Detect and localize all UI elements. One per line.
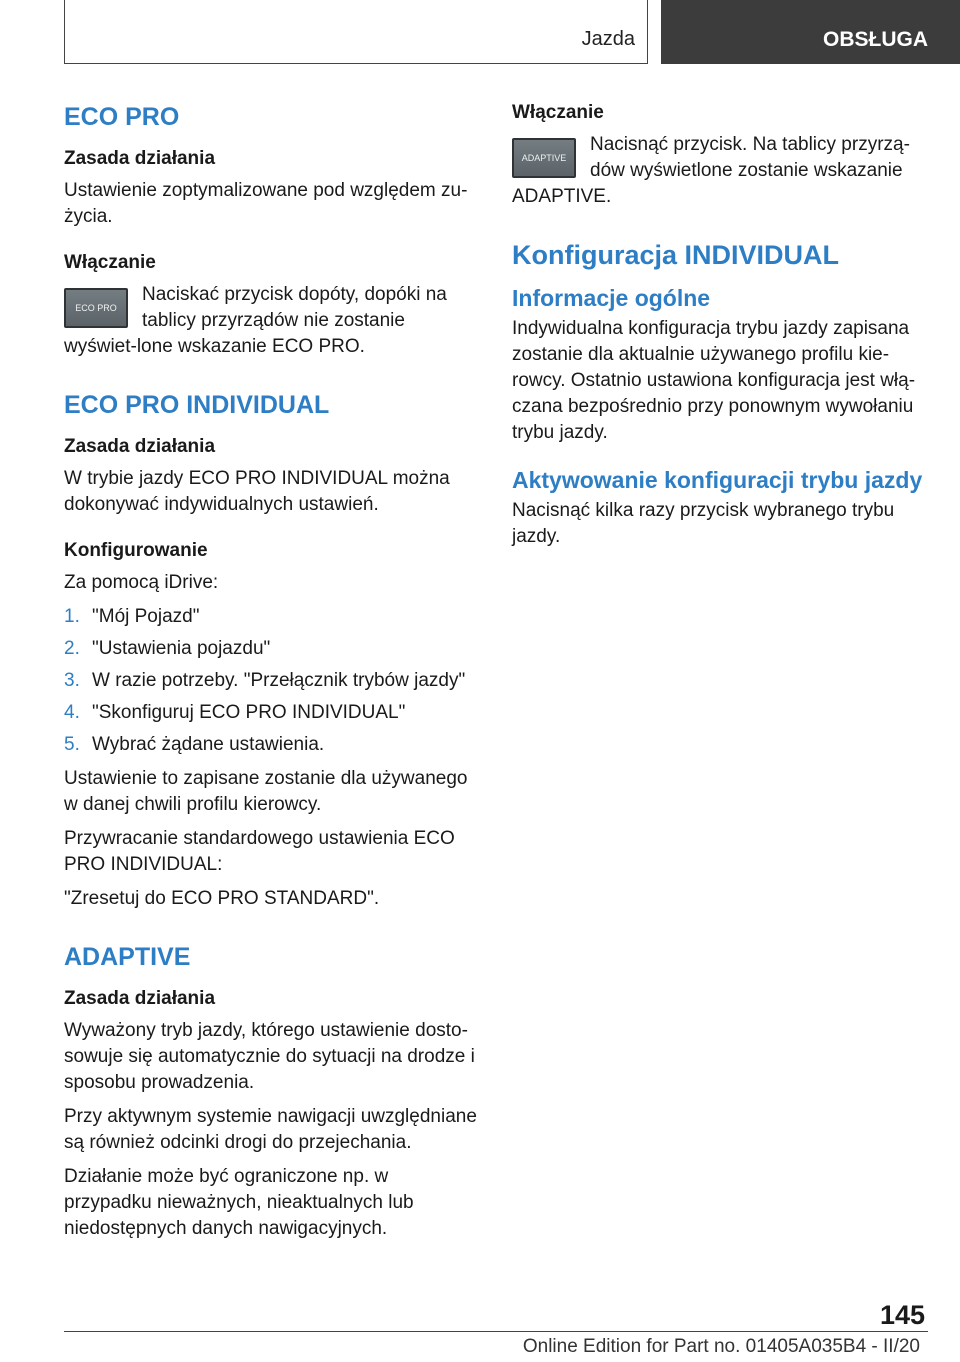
header-chapter-tab: OBSŁUGA [661, 0, 960, 64]
footer-divider [64, 1331, 928, 1332]
right-column [512, 100, 928, 558]
activate-config-heading: Aktywowanie konfiguracji trybu jazdy [512, 467, 923, 493]
adaptive-paragraph-1: Wyważony tryb jazdy, którego ustawienie dosto-sowuje się automatycznie do sytuacji na drodze i sposobu prowadzenia. [64, 1020, 475, 1093]
adaptive-paragraph-3: Działanie może być ograniczone np. w przypadku nieważnych, nieaktualnych lub niedostępnych danych nawigacyjnych. [64, 1166, 414, 1239]
config-intro: Za pomocą iDrive: [64, 572, 219, 593]
left-column [64, 100, 480, 1250]
eco-pro-principle-text: Ustawienie zoptymalizowane pod względem zu-życia. [64, 180, 468, 227]
header-section-title: Jazda [581, 28, 635, 50]
footer-edition-text: Online Edition for Part no. 01405A035B4 - II/20 [522, 1336, 920, 1357]
eco-pro-principle-heading: Zasada działania [64, 148, 216, 169]
adaptive-title: ADAPTIVE [64, 943, 191, 971]
config-steps-list [64, 604, 480, 758]
general-info-text: Indywidualna konfiguracja trybu jazdy zapisana zostanie dla aktualnie używanego profilu kie-rowcy. Ostatnio ustawiona konfiguracja jest włą-czana bezpośrednio przy ponownym wywołaniu trybu jazdy. [512, 318, 916, 443]
adaptive-button-icon: ADAPTIVE [512, 138, 576, 178]
list-item: 1. "Mój Pojazd" [64, 606, 200, 627]
eco-pro-switch-block [64, 282, 480, 360]
page-number: 145 [880, 1300, 926, 1330]
list-item: 3. W razie potrzeby. "Przełącznik trybów jazdy" [64, 670, 466, 691]
adaptive-paragraph-2: Przy aktywnym systemie nawigacji uwzględniane są również odcinki drogi do przejechania. [64, 1106, 477, 1153]
adaptive-principle-heading: Zasada działania [64, 988, 216, 1009]
list-item: 4. "Skonfiguruj ECO PRO INDIVIDUAL" [64, 702, 406, 723]
eco-pro-individual-title: ECO PRO INDIVIDUAL [64, 391, 330, 419]
list-item: 5. Wybrać żądane ustawienia. [64, 734, 325, 755]
saved-text: Ustawienie to zapisane zostanie dla używanego w danej chwili profilu kierowcy. [64, 768, 468, 815]
adaptive-switch-block [512, 132, 928, 210]
header-frame [64, 0, 648, 64]
eco-pro-button-icon: ECO PRO [64, 288, 128, 328]
eco-pro-title: ECO PRO [64, 103, 180, 131]
config-heading: Konfigurowanie [64, 540, 208, 561]
restore-text: Przywracanie standardowego ustawienia ECO PRO INDIVIDUAL: [64, 828, 455, 875]
eco-pro-switch-text: Naciskać przycisk dopóty, dopóki na tablicy przyrządów nie zostanie wyświet-lone wskazanie ECO PRO. [64, 284, 447, 357]
general-info-heading: Informacje ogólne [512, 285, 711, 311]
adaptive-switch-text: Nacisnąć przycisk. Na tablicy przyrzą-dów wyświetlone zostanie wskazanie ADAPTIVE. [512, 134, 910, 207]
individual-principle-heading: Zasada działania [64, 436, 216, 457]
adaptive-switch-heading: Włączanie [512, 102, 604, 123]
activate-config-text: Nacisnąć kilka razy przycisk wybranego trybu jazdy. [512, 500, 895, 547]
reset-text: "Zresetuj do ECO PRO STANDARD". [64, 888, 380, 909]
list-item: 2. "Ustawienia pojazdu" [64, 638, 271, 659]
individual-config-title: Konfiguracja INDIVIDUAL [512, 240, 840, 270]
eco-pro-switch-heading: Włączanie [64, 252, 156, 273]
individual-principle-text: W trybie jazdy ECO PRO INDIVIDUAL można dokonywać indywidualnych ustawień. [64, 468, 450, 515]
